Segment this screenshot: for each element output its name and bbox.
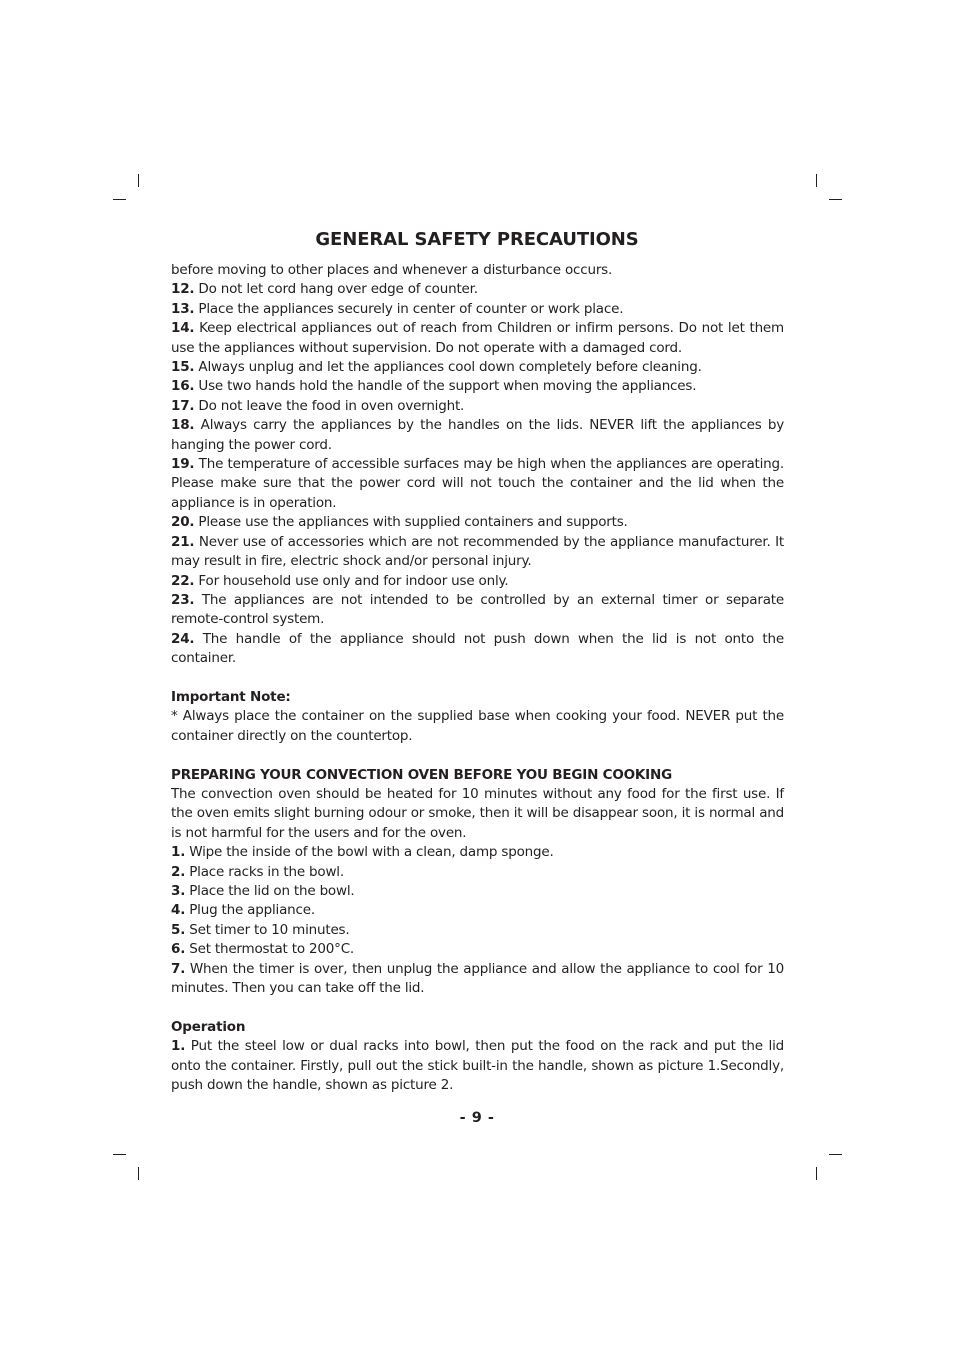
preparing-step (171, 843, 784, 862)
crop-mark (138, 1167, 139, 1180)
preparing-step (171, 863, 784, 882)
preparing-step (171, 960, 784, 999)
operation-step-number: 1. (171, 1038, 186, 1055)
preparing-steps-list (171, 843, 784, 998)
preparing-step-number: 4. (171, 902, 186, 919)
operation-step-text: Put the steel low or dual racks into bowl, then put the food on the rack and put the lid onto the container. Firstly, pull out the stick built-in the handle, shown as picture 1.Secondly, push down the handle, shown as picture 2. (171, 1038, 784, 1094)
precaution-item (171, 397, 784, 416)
precaution-item (171, 630, 784, 669)
precaution-item-text: The handle of the appliance should not push down when the lid is not onto the container. (171, 630, 784, 667)
precaution-item-text: The appliances are not intended to be controlled by an external timer or separate remote-control system. (171, 591, 785, 628)
precaution-item (171, 533, 784, 572)
precaution-item-text: For household use only and for indoor use only. (198, 572, 509, 589)
precaution-item-text: Do not leave the food in oven overnight. (198, 397, 465, 414)
crop-mark (113, 199, 126, 200)
operation-steps-list (171, 1037, 784, 1095)
precaution-item-number: 18. (171, 417, 195, 434)
precaution-item-number: 14. (171, 320, 195, 337)
precaution-item-text: Please use the appliances with supplied containers and supports. (198, 514, 628, 531)
spacer (171, 669, 784, 688)
preparing-step (171, 940, 784, 959)
preparing-step-text: Set thermostat to 200°C. (189, 941, 355, 958)
crop-mark (829, 1154, 842, 1155)
preparing-step-number: 2. (171, 863, 186, 880)
precaution-item-number: 17. (171, 397, 195, 414)
continuation-text: before moving to other places and whenever a disturbance occurs. (171, 262, 613, 278)
page-title: GENERAL SAFETY PRECAUTIONS (315, 229, 639, 250)
precaution-item-number: 15. (171, 359, 195, 376)
precaution-item-number: 21. (171, 533, 195, 550)
precaution-item-number: 24. (171, 630, 195, 647)
spacer (171, 746, 784, 765)
preparing-step-number: 5. (171, 921, 186, 938)
preparing-intro: The convection oven should be heated for 10 minutes without any food for the first use. If the oven emits slight burning odour or smoke, then it will be disappear soon, it is normal and is not harmful for the users and for the oven. (171, 785, 784, 841)
precaution-item-text: Always carry the appliances by the handles on the lids. NEVER lift the appliances by hanging the power cord. (171, 417, 785, 453)
preparing-step (171, 882, 784, 901)
precaution-item-text: Keep electrical appliances out of reach from Children or infirm persons. Do not let them use the appliances without supervision. Do not operate with a damaged cord. (171, 320, 784, 356)
precaution-item (171, 455, 784, 513)
preparing-step-text: Plug the appliance. (189, 902, 315, 919)
operation-heading: Operation (171, 1018, 246, 1035)
precautions-list (171, 280, 784, 668)
preparing-step-text: Place the lid on the bowl. (189, 882, 355, 899)
preparing-step-number: 6. (171, 941, 186, 958)
spacer (171, 998, 784, 1017)
precaution-item (171, 572, 784, 591)
preparing-step (171, 921, 784, 940)
preparing-step-text: When the timer is over, then unplug the appliance and allow the appliance to cool for 10 minutes. Then you can take off the lid. (171, 960, 784, 996)
crop-mark (816, 1167, 817, 1180)
precaution-item (171, 591, 784, 630)
document-body (171, 261, 784, 1095)
page-number: - 9 - (459, 1110, 495, 1126)
precaution-item (171, 300, 784, 319)
precaution-item (171, 319, 784, 358)
precaution-item-text: The temperature of accessible surfaces may be high when the appliances are operating. Please make sure that the power cord will not touch the container and the lid when the appliance is in operation. (171, 456, 784, 511)
preparing-step-number: 3. (171, 882, 186, 899)
preparing-heading: PREPARING YOUR CONVECTION OVEN BEFORE YOU BEGIN COOKING (171, 766, 672, 783)
precaution-item-number: 19. (171, 456, 195, 473)
precaution-item-number: 20. (171, 514, 195, 531)
important-note-heading: Important Note: (171, 688, 291, 705)
crop-mark (138, 174, 139, 187)
precaution-item-number: 22. (171, 572, 195, 589)
crop-mark (113, 1154, 126, 1155)
precaution-item-text: Never use of accessories which are not recommended by the appliance manufacturer. It may result in fire, electric shock and/or personal injury. (171, 533, 785, 570)
important-note-text: * Always place the container on the supplied base when cooking your food. NEVER put the container directly on the countertop. (171, 708, 784, 744)
preparing-step-text: Place racks in the bowl. (189, 863, 344, 880)
precaution-item (171, 280, 784, 299)
preparing-step (171, 901, 784, 920)
precaution-item-text: Do not let cord hang over edge of counter. (198, 281, 478, 298)
precaution-item (171, 377, 784, 396)
precaution-item-number: 16. (171, 378, 195, 395)
precaution-item (171, 513, 784, 532)
precaution-item (171, 416, 784, 455)
preparing-step-text: Set timer to 10 minutes. (189, 921, 350, 938)
precaution-item-number: 12. (171, 281, 195, 298)
precaution-item-text: Use two hands hold the handle of the support when moving the appliances. (198, 378, 697, 395)
preparing-step-number: 1. (171, 844, 186, 861)
preparing-step-number: 7. (171, 960, 186, 977)
crop-mark (829, 199, 842, 200)
operation-step (171, 1037, 784, 1095)
precaution-item-text: Always unplug and let the appliances cool down completely before cleaning. (198, 359, 702, 376)
preparing-step-text: Wipe the inside of the bowl with a clean, damp sponge. (189, 844, 554, 861)
precaution-item-number: 23. (171, 591, 195, 608)
crop-mark (816, 174, 817, 187)
precaution-item (171, 358, 784, 377)
precaution-item-number: 13. (171, 300, 195, 317)
precaution-item-text: Place the appliances securely in center of counter or work place. (198, 300, 624, 317)
